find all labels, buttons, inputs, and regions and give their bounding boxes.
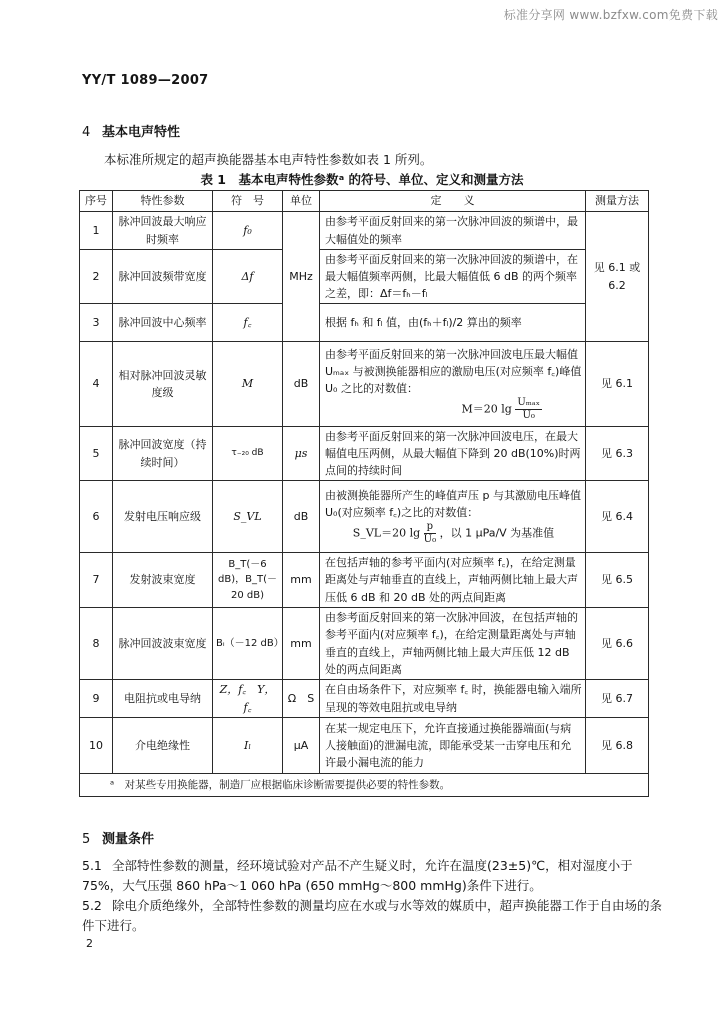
formula xyxy=(325,521,582,546)
row-symbol: f₀ xyxy=(213,212,283,250)
row-symbol: Δf xyxy=(213,250,283,304)
row-number: 2 xyxy=(80,250,113,304)
table-header-row xyxy=(80,191,649,212)
row-unit: dB xyxy=(283,342,320,427)
table-row xyxy=(80,212,649,250)
table-row xyxy=(80,608,649,680)
watermark: 标准分享网 www.bzfxw.com免费下载 xyxy=(503,8,718,22)
row-definition: 在某一规定电压下，允许直接通过换能器端面(与病人接触面)的泄漏电流，即能承受某一击穿电压和允许最小漏电流的能力 xyxy=(320,718,586,774)
table-row xyxy=(80,481,649,553)
header-param: 特性参数 xyxy=(113,191,213,212)
row-parameter: 相对脉冲回波灵敏度级 xyxy=(113,342,213,427)
row-number: 1 xyxy=(80,212,113,250)
row-number: 9 xyxy=(80,680,113,718)
row-definition xyxy=(320,481,586,553)
clause-number: 5.2 xyxy=(82,898,102,913)
row-parameter: 发射电压响应级 xyxy=(113,481,213,553)
row-parameter: 脉冲回波最大响应时频率 xyxy=(113,212,213,250)
row-method: 见 6.3 xyxy=(586,427,649,481)
row-number: 7 xyxy=(80,553,113,608)
row-unit: Ω S xyxy=(283,680,320,718)
row-method: 见 6.5 xyxy=(586,553,649,608)
clause-5-2 xyxy=(82,896,662,936)
section-5-heading xyxy=(82,828,154,847)
row-unit: mm xyxy=(283,553,320,608)
formula-numerator: Uₘₐₓ xyxy=(517,397,540,409)
row-parameter: 脉冲回波频带宽度 xyxy=(113,250,213,304)
table-row xyxy=(80,342,649,427)
table-title: 表 1 基本电声特性参数ᵃ 的符号、单位、定义和测量方法 xyxy=(200,172,524,187)
row-number: 6 xyxy=(80,481,113,553)
row-number: 5 xyxy=(80,427,113,481)
row-method: 见 6.8 xyxy=(586,718,649,774)
row-number: 10 xyxy=(80,718,113,774)
row-definition: 由参考面反射回来的第一次脉冲回波，在包括声轴的参考平面内(对应频率 f꜀)，在给定测量距离处与声轴垂直的直线上，声轴两侧比轴上最大声压低 12 dB 处的两点间距离 xyxy=(320,608,586,680)
row-number: 3 xyxy=(80,304,113,342)
row-parameter: 发射波束宽度 xyxy=(113,553,213,608)
row-symbol: Iₗ xyxy=(213,718,283,774)
clause-5-1 xyxy=(82,856,662,896)
row-method: 见 6.1 或 6.2 xyxy=(586,212,649,342)
section-4-title: 基本电声特性 xyxy=(102,125,181,140)
row-parameter: 脉冲回波中心频率 xyxy=(113,304,213,342)
row-parameter: 脉冲回波宽度（持续时间） xyxy=(113,427,213,481)
formula-tail: ，以 1 μPa/V 为基准值 xyxy=(439,526,555,540)
row-definition: 由参考平面反射回来的第一次脉冲回波电压，在最大幅值电压两侧，从最大幅值下降到 20 dB(10%)时两点间的持续时间 xyxy=(320,427,586,481)
header-no: 序号 xyxy=(80,191,113,212)
formula-denominator: U₀ xyxy=(522,410,535,422)
table-row xyxy=(80,718,649,774)
header-symbol: 符 号 xyxy=(213,191,283,212)
row-unit: μs xyxy=(283,427,320,481)
standard-code: YY/T 1089—2007 xyxy=(82,73,209,88)
row-symbol: B_T(－6 dB)，B_T(－20 dB) xyxy=(213,553,283,608)
row-number: 4 xyxy=(80,342,113,427)
row-unit: μA xyxy=(283,718,320,774)
header-method: 测量方法 xyxy=(586,191,649,212)
section-4-number: 4 xyxy=(82,125,91,140)
row-unit: dB xyxy=(283,481,320,553)
formula-denominator: U₀ xyxy=(423,534,437,546)
table-row xyxy=(80,250,649,304)
page-number: 2 xyxy=(86,937,93,950)
row-definition: 根据 fₕ 和 fₗ 值，由(fₕ＋fₗ)/2 算出的频率 xyxy=(320,304,586,342)
characteristics-table xyxy=(79,190,649,797)
row-symbol: Z，f꜀ Y，f꜀ xyxy=(213,680,283,718)
section-5-number: 5 xyxy=(82,832,91,847)
header-unit: 单位 xyxy=(283,191,320,212)
row-parameter: 脉冲回波波束宽度 xyxy=(113,608,213,680)
row-parameter: 电阻抗或电导纳 xyxy=(113,680,213,718)
clause-text: 全部特性参数的测量，经环境试验对产品不产生疑义时，允许在温度(23±5)℃，相对湿度小于 75%，大气压强 860 hPa～1 060 hPa (650 mmHg～800 mmHg)条件下进行。 xyxy=(82,858,633,893)
row-symbol: τ₋₂₀ dB xyxy=(213,427,283,481)
section-5-title: 测量条件 xyxy=(102,832,155,847)
row-unit: MHz xyxy=(283,212,320,342)
table-row xyxy=(80,553,649,608)
row-definition: 由参考平面反射回来的第一次脉冲回波的频谱中，在最大幅值频率两侧，比最大幅值低 6 dB 的两个频率之差，即：Δf＝fₕ－fₗ xyxy=(320,250,586,304)
section-4-heading xyxy=(82,121,180,140)
table-row xyxy=(80,680,649,718)
row-definition: 由参考平面反射回来的第一次脉冲回波的频谱中，最大幅值处的频率 xyxy=(320,212,586,250)
table-row xyxy=(80,427,649,481)
row-symbol: M xyxy=(213,342,283,427)
row-method: 见 6.7 xyxy=(586,680,649,718)
table-footnote: ᵃ 对某些专用换能器，制造厂应根据临床诊断需要提供必要的特性参数。 xyxy=(80,774,649,797)
clause-number: 5.1 xyxy=(82,858,102,873)
definition-text: 由被测换能器所产生的峰值声压 p 与其激励电压峰值 U₀(对应频率 f꜀)之比的对数值： xyxy=(325,488,581,519)
row-symbol: f꜀ xyxy=(213,304,283,342)
row-definition: 在包括声轴的参考平面内(对应频率 f꜀)，在给定测量距离处与声轴垂直的直线上，声轴两侧比轴上最大声压低 6 dB 和 20 dB 处的两点间距离 xyxy=(320,553,586,608)
row-unit: mm xyxy=(283,608,320,680)
formula-left: M＝20 lg xyxy=(461,402,512,416)
row-symbol: Bᵢ（－12 dB） xyxy=(213,608,283,680)
row-method: 见 6.6 xyxy=(586,608,649,680)
definition-text: 由参考平面反射回来的第一次脉冲回波电压最大幅值 Uₘₐₓ 与被测换能器相应的激励电压(对应频率 f꜀)峰值 U₀ 之比的对数值： xyxy=(325,347,582,396)
row-method: 见 6.1 xyxy=(586,342,649,427)
row-definition: 在自由场条件下，对应频率 f꜀ 时，换能器电输入端所呈现的等效电阻抗或电导纳 xyxy=(320,680,586,718)
intro-text: 本标准所规定的超声换能器基本电声特性参数如表 1 所列。 xyxy=(104,152,433,167)
formula-numerator: p xyxy=(424,521,436,534)
table-footnote-row xyxy=(80,774,649,797)
row-symbol: S_VL xyxy=(213,481,283,553)
formula xyxy=(325,397,582,422)
table-row xyxy=(80,304,649,342)
row-definition xyxy=(320,342,586,427)
formula-left: S_VL＝20 lg xyxy=(352,526,421,540)
clause-text: 除电介质绝缘外，全部特性参数的测量均应在水或与水等效的媒质中，超声换能器工作于自由场的条件下进行。 xyxy=(82,898,663,933)
header-definition: 定 义 xyxy=(320,191,586,212)
row-method: 见 6.4 xyxy=(586,481,649,553)
row-number: 8 xyxy=(80,608,113,680)
row-parameter: 介电绝缘性 xyxy=(113,718,213,774)
